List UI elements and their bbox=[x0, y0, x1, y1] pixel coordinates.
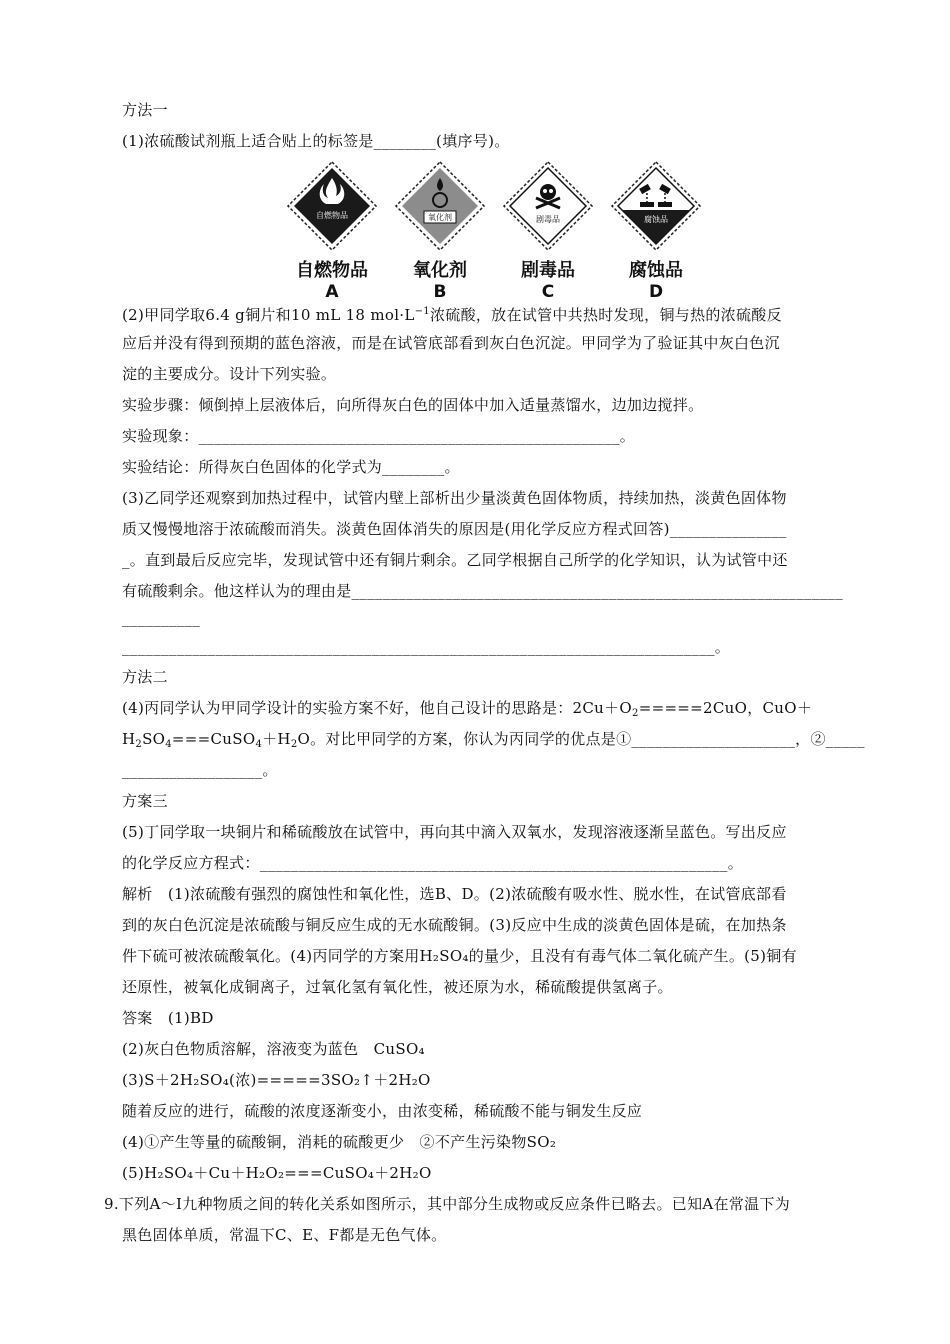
answer-5: (5)H₂SO₄＋Cu＋H₂O₂===CuSO₄＋2H₂O bbox=[122, 1164, 432, 1182]
q4-text-a: (4)丙同学认为甲同学设计的实验方案不好，他自己设计的思路是：2Cu＋O bbox=[122, 699, 633, 717]
q4-plus-h: ＋H bbox=[262, 730, 291, 748]
section-heading-method-2: 方法二 bbox=[122, 668, 168, 686]
q4-sub-h2: 2 bbox=[135, 739, 143, 750]
question-5-line-1: (5)丁同学取一块铜片和稀硫酸放在试管中，再向其中滴入双氧水，发现溶液逐渐呈蓝色。写出反应 bbox=[122, 823, 787, 841]
analysis-line-2: 到的灰白色沉淀是浓硫酸与铜反应生成的无水硫酸铜。(3)反应中生成的淡黄色固体是硫，在加热条 bbox=[122, 916, 787, 934]
question-1: (1)浓硫酸试剂瓶上适合贴上的标签是________(填序号)。 bbox=[122, 132, 510, 150]
corrosive-icon bbox=[610, 160, 702, 252]
analysis-line-4: 还原性，被氧化成铜离子，过氧化氢有氧化性，被还原为水，稀硫酸提供氢离子。 bbox=[122, 978, 673, 996]
q4-h: H bbox=[122, 730, 136, 748]
analysis-line-3: 件下硫可被浓硫酸氧化。(4)丙同学的方案用H₂SO₄的量少，且没有有毒气体二氧化硫产生。(5)铜有 bbox=[122, 947, 797, 965]
answer-3: (3)S＋2H₂SO₄(浓)=====3SO₂↑＋2H₂O bbox=[122, 1071, 431, 1089]
q4-so: SO bbox=[142, 730, 166, 748]
hazard-label-c-letter: C bbox=[541, 282, 555, 302]
hazard-label-c-name: 剧毒品 bbox=[521, 260, 575, 281]
answer-2: (2)灰白色物质溶解，溶液变为蓝色 CuSO₄ bbox=[122, 1040, 425, 1058]
answer-3-explanation: 随着反应的进行，硫酸的浓度逐渐变小，由浓变稀，稀硫酸不能与铜发生反应 bbox=[122, 1102, 643, 1120]
section-heading-method-1: 方法一 bbox=[122, 101, 168, 119]
experiment-steps: 实验步骤：倾倒掉上层液体后，向所得灰白色的固体中加入适量蒸馏水，边加边搅拌。 bbox=[122, 396, 704, 414]
q4-sub-o2: 2 bbox=[632, 708, 639, 719]
experiment-conclusion: 实验结论：所得灰白色固体的化学式为________。 bbox=[122, 458, 460, 476]
question-5-line-2: 的化学反应方程式：____________________________________________________________。 bbox=[122, 854, 744, 872]
question-4-line-1 bbox=[122, 698, 812, 724]
question-2-line-2: 应后并没有得到预期的蓝色溶液，而是在试管底部看到灰白色沉淀。甲同学为了验证其中灰白色沉 bbox=[122, 334, 780, 352]
question-9-line-1: 9.下列A～I九种物质之间的转化关系如图所示，其中部分生成物或反应条件已略去。已知A在常温下为 bbox=[104, 1195, 791, 1213]
question-2-line-3: 淀的主要成分。设计下列实验。 bbox=[122, 365, 337, 383]
svg-text:剧毒品: 剧毒品 bbox=[536, 215, 560, 224]
q4-sub-2: 2 bbox=[290, 739, 298, 750]
hazard-label-d bbox=[606, 160, 706, 302]
q2-text-a: (2)甲同学取6.4 g铜片和10 mL 18 mol·L bbox=[122, 306, 415, 324]
hazard-label-b-name: 氧化剂 bbox=[413, 260, 467, 281]
hazard-label-b-letter: B bbox=[433, 282, 447, 302]
svg-text:自燃物品: 自燃物品 bbox=[316, 211, 348, 220]
question-2-line-1 bbox=[122, 302, 782, 325]
question-4-line-2 bbox=[122, 729, 865, 755]
q4-sub-4: 4 bbox=[165, 739, 172, 750]
hazard-label-a-name: 自燃物品 bbox=[296, 260, 368, 281]
skull-crossbones-icon bbox=[502, 160, 594, 252]
hazard-label-figure bbox=[282, 160, 702, 302]
question-3-line-3: _。直到最后反应完毕，发现试管中还有铜片剩余。乙同学根据自己所学的化学知识，认为试管中还 bbox=[122, 551, 788, 569]
oxidizer-icon bbox=[394, 160, 486, 252]
q2-superscript: −1 bbox=[414, 306, 430, 317]
question-3-line-1: (3)乙同学还观察到加热过程中，试管内壁上部析出少量淡黄色固体物质，持续加热，淡黄色固体物 bbox=[122, 489, 787, 507]
svg-text:氧化剂: 氧化剂 bbox=[428, 213, 452, 222]
question-9-line-2: 黑色固体单质，常温下C、E、F都是无色气体。 bbox=[122, 1226, 447, 1244]
question-3-line-4: 有硫酸剩余。他这样认为的理由是_______________________________________________________________ bbox=[122, 582, 843, 600]
hazard-label-a bbox=[282, 160, 382, 302]
experiment-phenomenon: 实验现象：______________________________________________________。 bbox=[122, 427, 635, 445]
answer-4: (4)①产生等量的硫酸铜，消耗的硫酸更少 ②不产生污染物SO₂ bbox=[122, 1133, 557, 1151]
q4-cuso: ===CuSO bbox=[171, 730, 256, 748]
question-3-blank-2: ____________________________________________________________________________。 bbox=[122, 638, 731, 656]
q2-text-c: 浓硫酸，放在试管中共热时发现，铜与热的浓硫酸反 bbox=[429, 306, 782, 324]
q4-sub-4b: 4 bbox=[255, 739, 263, 750]
hazard-label-b bbox=[390, 160, 490, 302]
hazard-label-d-name: 腐蚀品 bbox=[629, 260, 683, 281]
flame-icon bbox=[286, 160, 378, 252]
q4-text-c: =====2CuO，CuO＋ bbox=[638, 699, 813, 717]
question-3-line-2: 质又慢慢地溶于浓硫酸而消失。淡黄色固体消失的原因是(用化学反应方程式回答)_______________ bbox=[122, 520, 787, 538]
svg-text:腐蚀品: 腐蚀品 bbox=[644, 215, 668, 224]
section-heading-plan-3: 方案三 bbox=[122, 792, 168, 810]
hazard-label-a-letter: A bbox=[325, 282, 339, 302]
answer-1: 答案 (1)BD bbox=[122, 1009, 214, 1027]
question-3-blank-1: __________ bbox=[122, 609, 200, 627]
question-4-blank: __________________。 bbox=[122, 761, 278, 779]
hazard-label-d-letter: D bbox=[648, 282, 664, 302]
analysis-line-1: 解析 (1)浓硫酸有强烈的腐蚀性和氧化性，选B、D。(2)浓硫酸有吸水性、脱水性，在试管底部看 bbox=[122, 885, 787, 903]
hazard-label-c bbox=[498, 160, 598, 302]
q4-text-rest: O。对比甲同学的方案，你认为丙同学的优点是①_____________________，②_____ bbox=[297, 730, 865, 748]
